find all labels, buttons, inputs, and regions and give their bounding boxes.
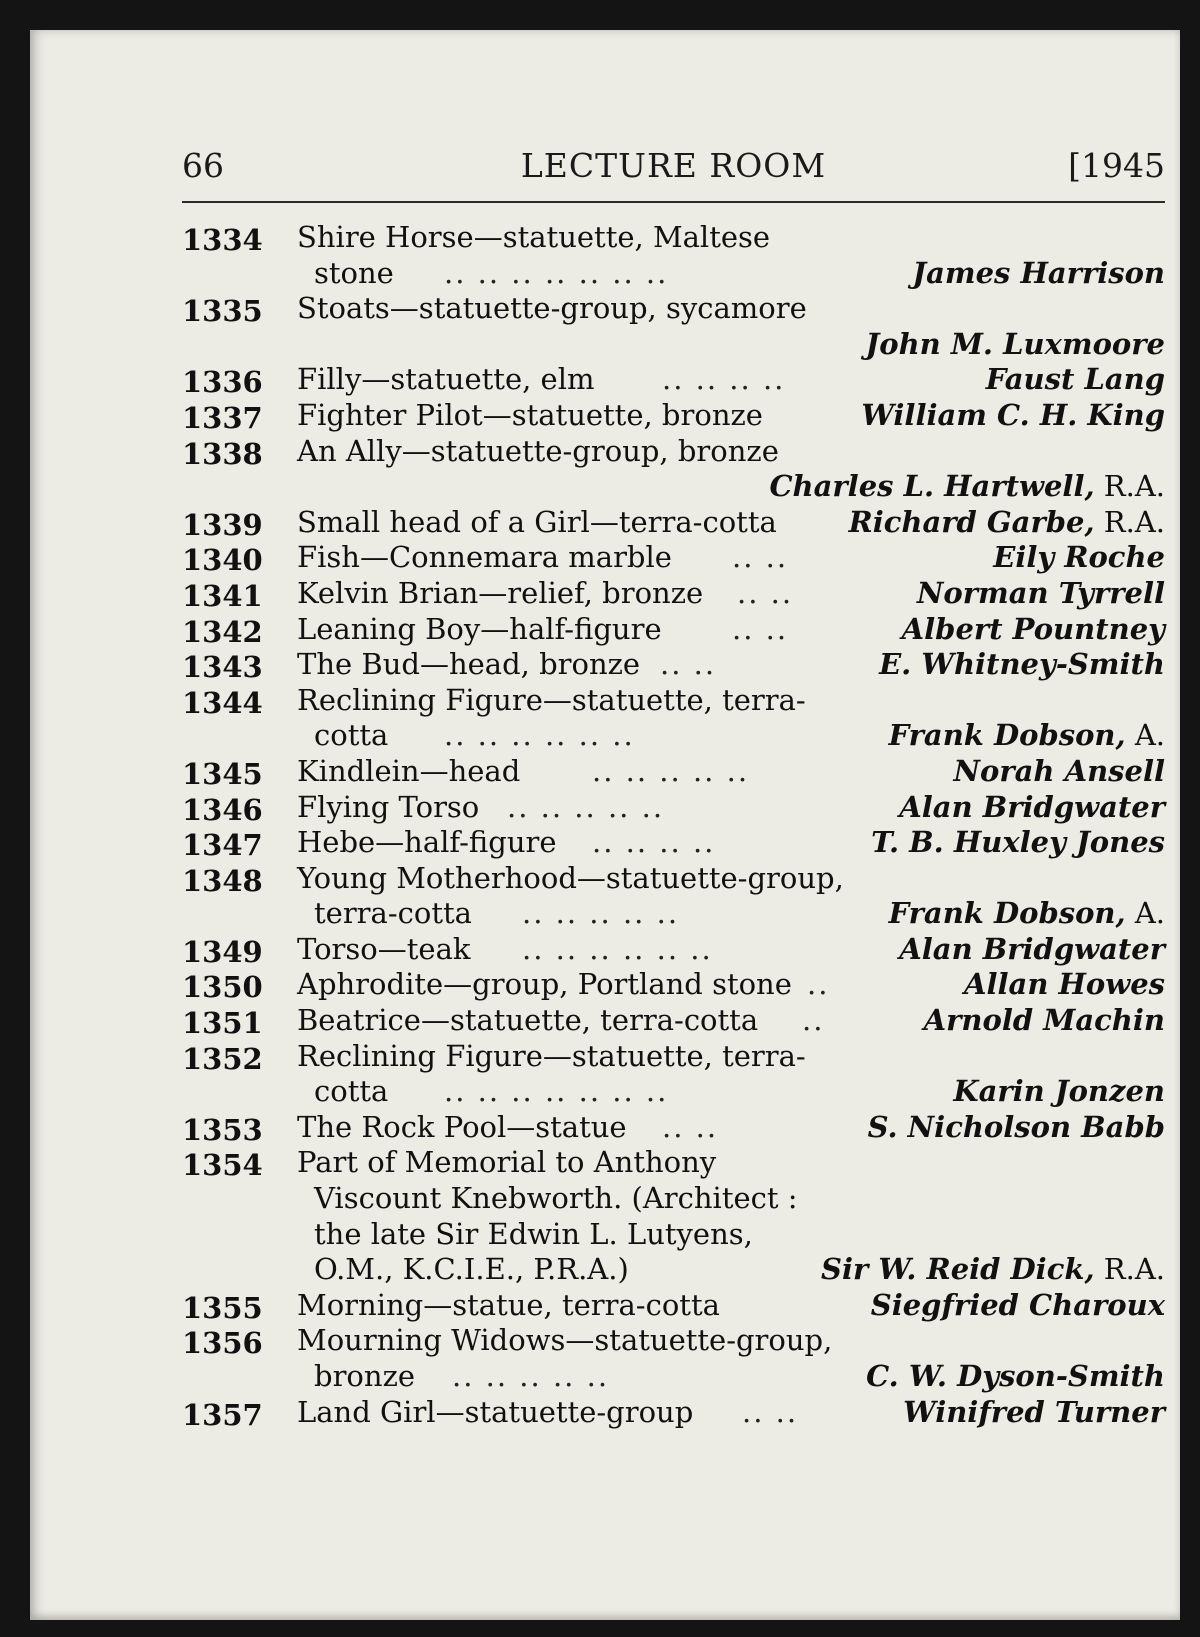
artist-name: Winifred Turner xyxy=(903,1394,1165,1429)
artist-name: Faust Lang xyxy=(985,362,1165,397)
entry-number: 1344 xyxy=(182,685,263,720)
catalogue-entry xyxy=(182,861,1165,897)
entry-number: 1356 xyxy=(182,1326,263,1361)
running-header xyxy=(182,146,1165,196)
leader-dots: .. .. .. .. .. xyxy=(522,896,680,931)
leader-dots: .. .. xyxy=(662,1109,719,1144)
catalogue-entry xyxy=(182,1288,1165,1324)
artist-name: T. B. Huxley Jones xyxy=(871,825,1165,860)
header-rule xyxy=(182,201,1165,203)
entry-title-continued: cotta xyxy=(314,1074,389,1109)
leader-dots: .. .. xyxy=(732,540,789,575)
artist-name: Allan Howes xyxy=(964,967,1165,1002)
catalogue-entry xyxy=(182,647,1165,683)
entry-number: 1348 xyxy=(182,863,263,898)
entry-title: Kelvin Brian—relief, bronze xyxy=(297,575,704,610)
catalogue-entry xyxy=(182,1395,1165,1431)
leader-dots: .. .. .. .. .. .. .. xyxy=(444,1074,669,1109)
entry-number: 1352 xyxy=(182,1041,263,1076)
artist-name: Alan Bridgwater xyxy=(899,789,1165,824)
artist-name: Frank Dobson, A. xyxy=(888,718,1165,753)
entry-title: Stoats—statuette-group, sycamore xyxy=(297,291,807,326)
leader-dots: .. .. .. .. .. xyxy=(507,789,665,824)
catalogue-entry xyxy=(182,220,1165,256)
entry-number: 1338 xyxy=(182,436,263,471)
entry-title: Aphrodite—group, Portland stone xyxy=(297,967,792,1002)
entry-title-continued: terra-cotta xyxy=(314,896,472,931)
entry-title: Young Motherhood—statuette-group, xyxy=(297,860,844,895)
entry-title-continued: Viscount Knebworth. (Architect : xyxy=(314,1181,798,1216)
entry-title: Flying Torso xyxy=(297,789,480,824)
page-title: LECTURE ROOM xyxy=(520,146,827,185)
entry-title: Morning—statue, terra-cotta xyxy=(297,1287,720,1322)
entry-title: An Ally—statuette-group, bronze xyxy=(297,433,779,468)
catalogue-entry xyxy=(182,291,1165,327)
entry-title: The Rock Pool—statue xyxy=(297,1109,627,1144)
entry-title: Hebe—half-figure xyxy=(297,825,557,860)
artist-name: Norman Tyrrell xyxy=(916,575,1165,610)
leader-dots: .. .. .. .. .. .. xyxy=(444,718,635,753)
entry-number: 1339 xyxy=(182,507,263,542)
artist-name: S. Nicholson Babb xyxy=(867,1109,1165,1144)
leader-dots: .. .. .. .. .. xyxy=(452,1359,610,1393)
leader-dots: .. .. xyxy=(732,611,789,646)
leader-dots: .. .. xyxy=(737,575,794,610)
catalogue-entry xyxy=(182,683,1165,719)
leader-dots: .. xyxy=(807,967,830,1002)
artist-name: Sir W. Reid Dick, R.A. xyxy=(821,1252,1165,1287)
entry-title: Part of Memorial to Anthony xyxy=(297,1145,717,1180)
entry-number: 1347 xyxy=(182,828,263,863)
catalogue-entry xyxy=(182,1003,1165,1039)
catalogue-entry xyxy=(182,825,1165,861)
entry-number: 1342 xyxy=(182,614,263,649)
entry-title-continued: cotta xyxy=(314,718,389,753)
leader-dots: .. .. .. .. .. .. .. xyxy=(444,255,669,290)
entry-number: 1334 xyxy=(182,223,263,257)
artist-name: Arnold Machin xyxy=(923,1003,1165,1038)
entry-title: Beatrice—statuette, terra-cotta xyxy=(297,1003,759,1038)
entry-title: Small head of a Girl—terra-cotta xyxy=(297,504,777,539)
entry-number: 1349 xyxy=(182,934,263,969)
entry-title: Torso—teak xyxy=(297,931,471,966)
artist-name: Alan Bridgwater xyxy=(899,931,1165,966)
entry-title-continued: stone xyxy=(314,255,394,290)
catalogue-entry xyxy=(182,540,1165,576)
entry-title: Fighter Pilot—statuette, bronze xyxy=(297,397,763,432)
entry-number: 1357 xyxy=(182,1397,263,1432)
leader-dots: .. .. xyxy=(660,647,717,682)
entry-number: 1353 xyxy=(182,1112,263,1147)
entry-title-continued: O.M., K.C.I.E., P.R.A.) xyxy=(314,1252,629,1287)
leader-dots: .. .. xyxy=(742,1394,799,1429)
artist-name: William C. H. King xyxy=(861,397,1165,432)
entry-title: Filly—statuette, elm xyxy=(297,362,595,397)
artist-name: C. W. Dyson-Smith xyxy=(866,1359,1165,1393)
entry-number: 1343 xyxy=(182,650,263,685)
catalogue-entry xyxy=(182,576,1165,612)
artist-name: E. Whitney-Smith xyxy=(879,647,1165,682)
leader-dots: .. .. .. .. xyxy=(662,362,786,397)
artist-name: Frank Dobson, A. xyxy=(888,896,1165,931)
catalogue-entry xyxy=(182,790,1165,826)
entry-number: 1355 xyxy=(182,1290,263,1325)
artist-name: James Harrison xyxy=(912,255,1165,290)
entry-number: 1350 xyxy=(182,970,263,1005)
artist-name: Charles L. Hartwell, R.A. xyxy=(769,469,1165,504)
entry-number: 1345 xyxy=(182,756,263,791)
entry-title: Leaning Boy—half-figure xyxy=(297,611,662,646)
entry-number: 1354 xyxy=(182,1148,263,1183)
catalogue-entry xyxy=(182,612,1165,648)
leader-dots: .. .. .. .. .. xyxy=(592,753,750,788)
entry-number: 1336 xyxy=(182,365,263,400)
catalogue-entry xyxy=(182,1110,1165,1146)
entry-number: 1337 xyxy=(182,400,263,435)
entry-title: Reclining Figure—statuette, terra- xyxy=(297,1038,806,1073)
entry-title: Shire Horse—statuette, Maltese xyxy=(297,220,771,254)
artist-name: Eily Roche xyxy=(993,540,1165,575)
catalogue-entry xyxy=(182,1039,1165,1075)
page-number: 66 xyxy=(182,146,224,185)
artist-name: Richard Garbe, R.A. xyxy=(848,504,1165,539)
entry-title-continued: bronze xyxy=(314,1359,416,1393)
leader-dots: .. .. .. .. xyxy=(592,825,716,860)
artist-name: Albert Pountney xyxy=(901,611,1165,646)
entry-title: Land Girl—statuette-group xyxy=(297,1394,694,1429)
catalogue-entry xyxy=(182,398,1165,434)
entry-number: 1346 xyxy=(182,792,263,827)
artist-name: Norah Ansell xyxy=(953,753,1165,788)
artist-name: Karin Jonzen xyxy=(953,1074,1165,1109)
entry-number: 1335 xyxy=(182,294,263,329)
entry-number: 1340 xyxy=(182,543,263,578)
leader-dots: .. xyxy=(802,1003,825,1038)
entry-number: 1351 xyxy=(182,1006,263,1041)
catalogue-entry xyxy=(182,932,1165,968)
leader-dots: .. .. .. .. .. .. xyxy=(522,931,713,966)
entry-title: Fish—Connemara marble xyxy=(297,540,672,575)
entry-title: Reclining Figure—statuette, terra- xyxy=(297,682,806,717)
entry-title: Mourning Widows—statuette-group, xyxy=(297,1323,833,1358)
catalogue-entry xyxy=(182,505,1165,541)
year-label: [1945 xyxy=(1068,146,1165,185)
catalogue-entry xyxy=(182,1145,1165,1181)
catalogue-entries xyxy=(182,220,1165,1430)
artist-name: John M. Luxmoore xyxy=(865,326,1165,361)
entry-title-continued: the late Sir Edwin L. Lutyens, xyxy=(314,1216,753,1251)
catalogue-entry xyxy=(182,434,1165,470)
entry-number: 1341 xyxy=(182,578,263,613)
catalogue-entry xyxy=(182,754,1165,790)
catalogue-entry xyxy=(182,362,1165,398)
entry-title: Kindlein—head xyxy=(297,753,521,788)
entry-title: The Bud—head, bronze xyxy=(297,647,641,682)
artist-name: Siegfried Charoux xyxy=(870,1287,1165,1322)
catalogue-entry xyxy=(182,1323,1165,1359)
catalogue-entry xyxy=(182,967,1165,1003)
